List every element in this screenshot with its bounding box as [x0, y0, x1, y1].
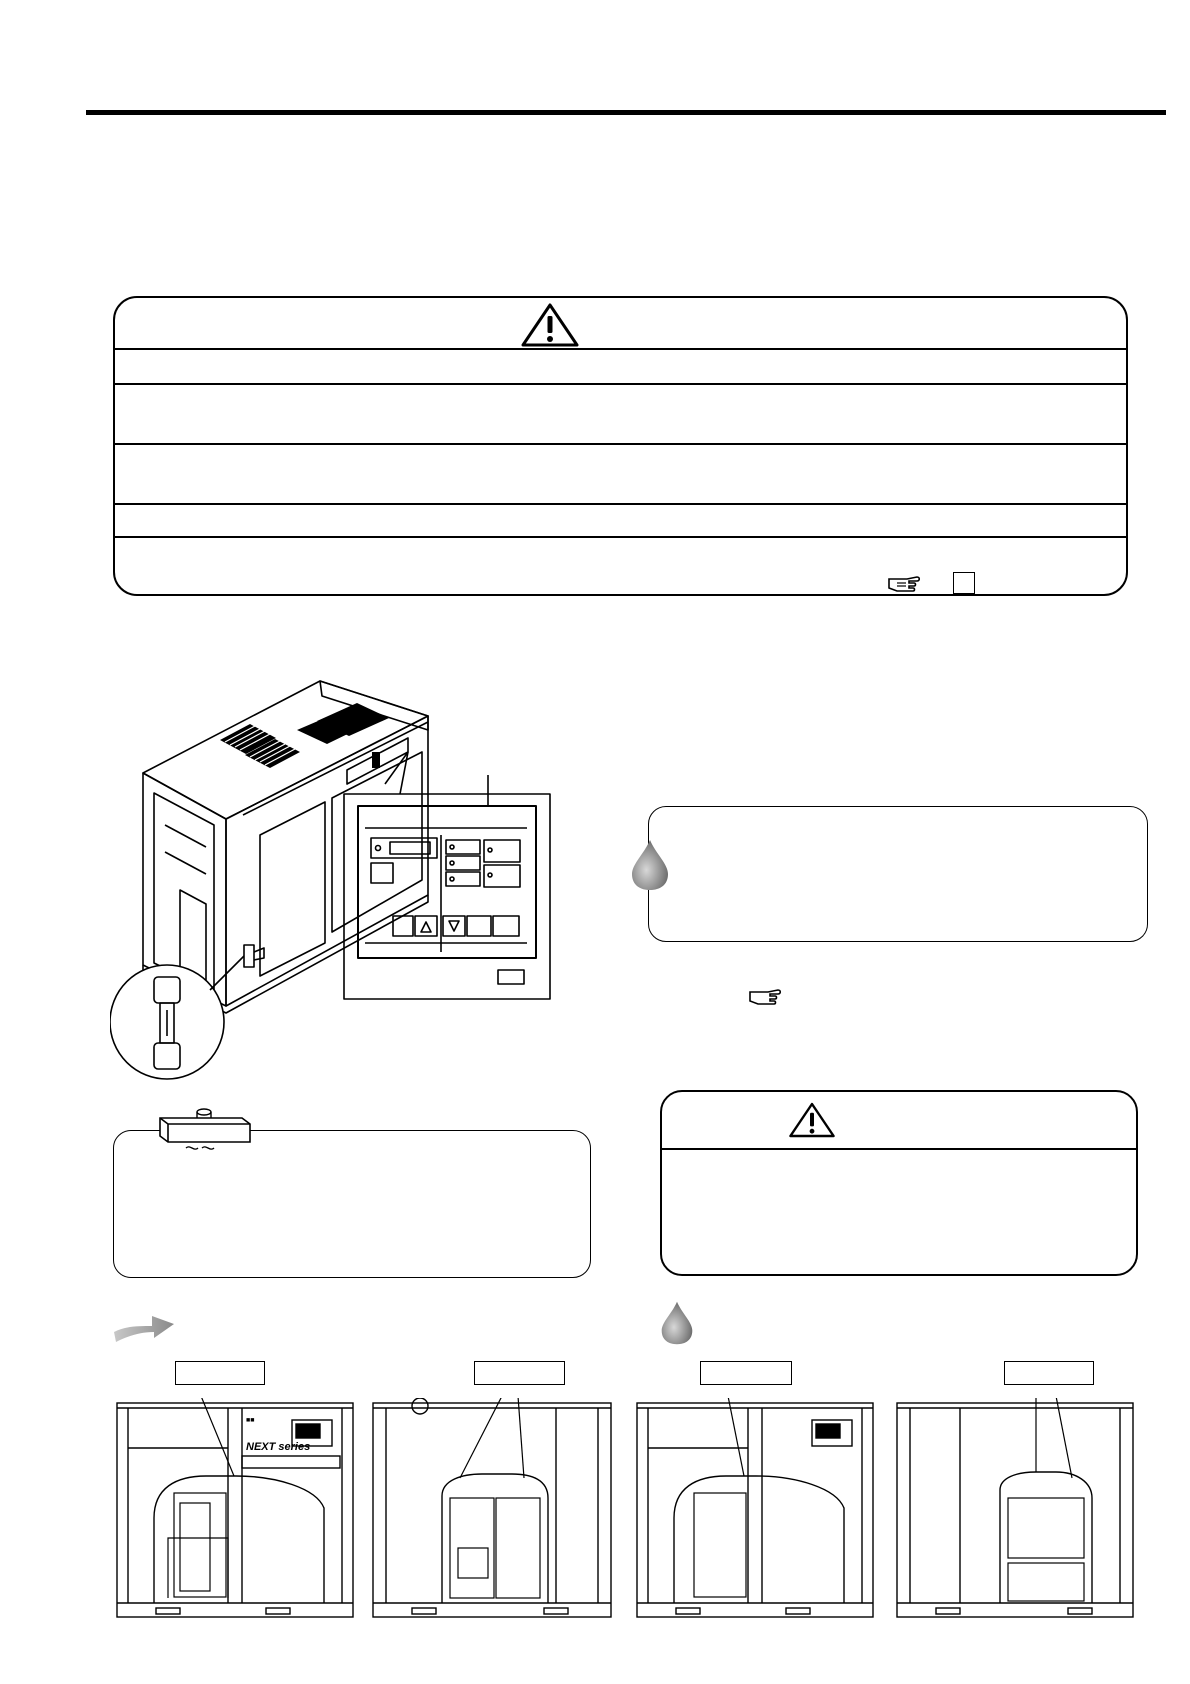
caution-box-2	[660, 1090, 1138, 1276]
caution-row-divider	[115, 536, 1126, 538]
warning-triangle-icon	[788, 1096, 836, 1144]
compressor-side-view-1	[372, 1398, 614, 1620]
compressor-front-view-2	[636, 1398, 878, 1620]
caution-row-divider	[115, 443, 1126, 445]
caution-row-divider	[115, 383, 1126, 385]
brand-label: NEXT series	[246, 1441, 311, 1453]
compressor-front-view-1	[116, 1398, 356, 1620]
arrow-icon	[112, 1306, 178, 1344]
figure-label-2	[474, 1361, 565, 1385]
compressor-side-view-2	[896, 1398, 1138, 1620]
caution-row-divider	[115, 503, 1126, 505]
caution-row-divider	[115, 348, 1126, 350]
ref-page-box	[953, 572, 975, 594]
figure-label-3	[700, 1361, 792, 1385]
label-block-icon	[156, 1104, 256, 1160]
svg-text:■■: ■■	[246, 1417, 255, 1424]
compressor-illustration	[110, 680, 600, 1080]
caution-row-divider	[662, 1148, 1136, 1150]
caution-box	[113, 296, 1128, 596]
drop-icon	[630, 838, 670, 892]
pointing-hand-icon	[748, 987, 782, 1007]
header-rule	[86, 110, 1166, 115]
figure-label-4	[1004, 1361, 1094, 1385]
note-box-right	[648, 806, 1148, 942]
figure-label-1	[175, 1361, 265, 1385]
drop-icon	[660, 1298, 694, 1348]
pointing-hand-icon	[887, 574, 921, 594]
warning-triangle-icon	[520, 302, 580, 348]
